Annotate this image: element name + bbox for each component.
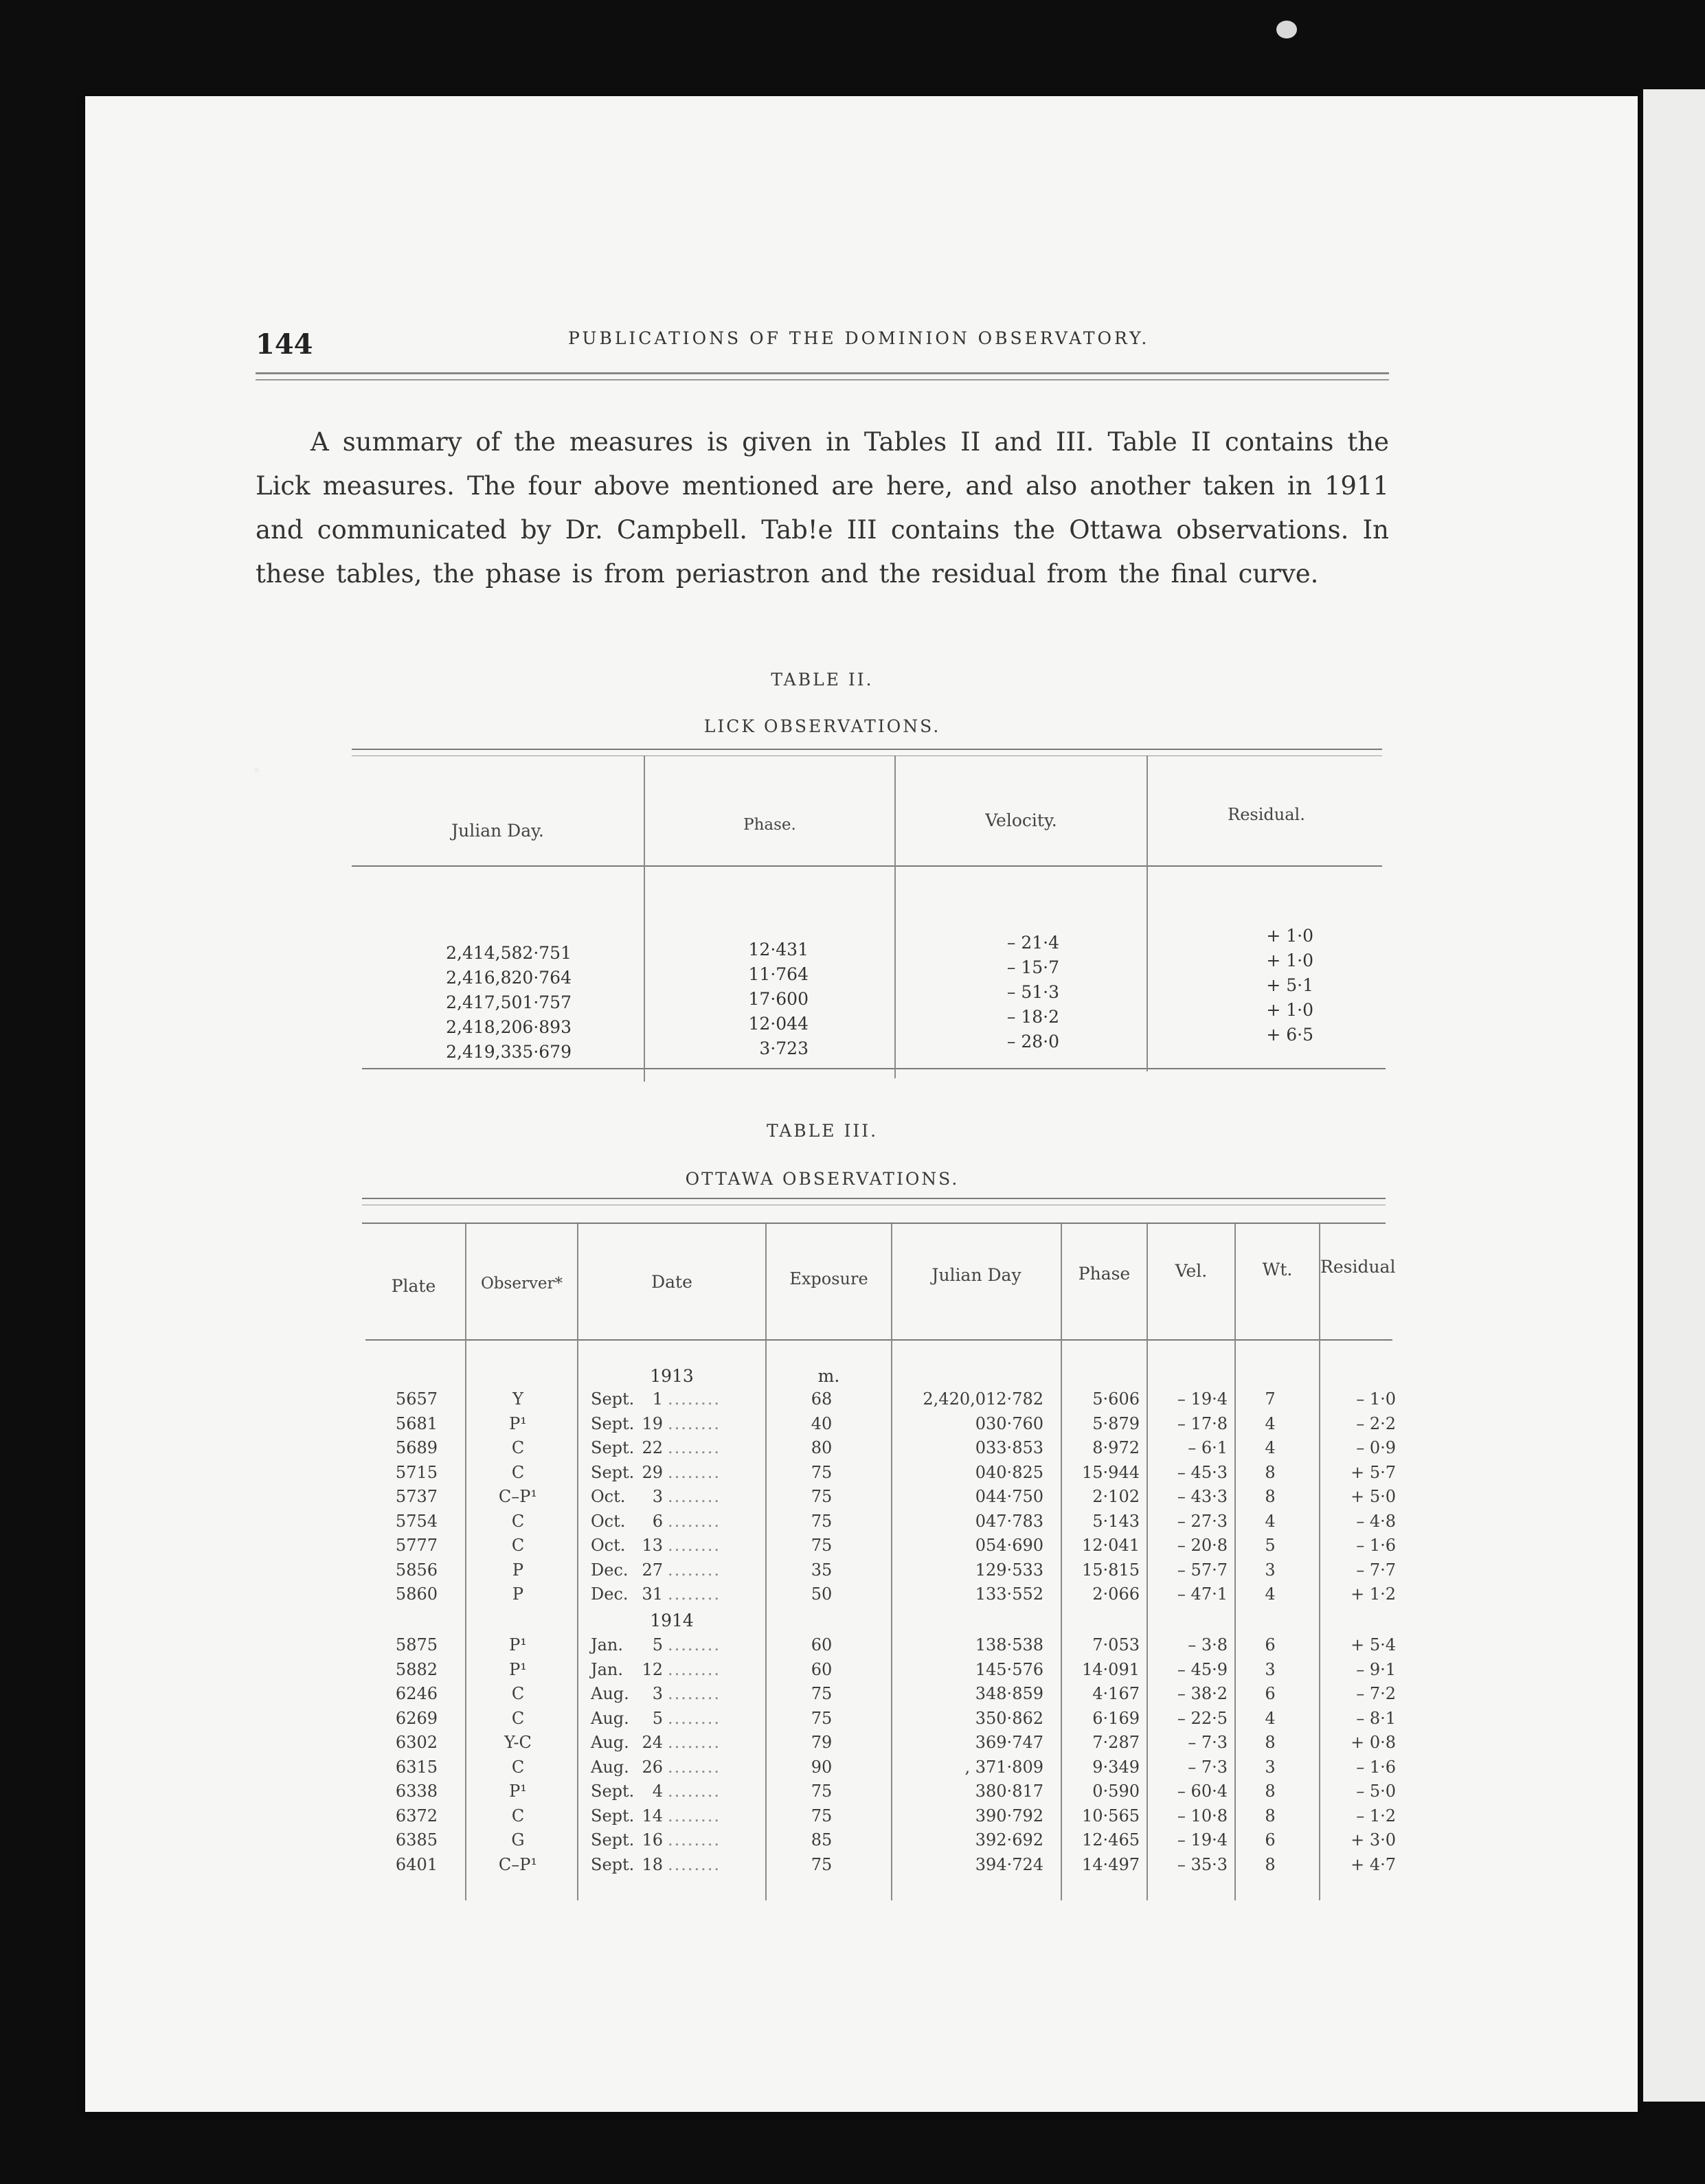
- table2-cell: + 1·0: [1266, 926, 1313, 946]
- table2-header-julian-day: Julian Day.: [451, 821, 544, 841]
- table3-cell: 60: [811, 1635, 833, 1654]
- table3-cell: 6315: [395, 1757, 438, 1777]
- table3-cell: + 1·2: [1351, 1584, 1396, 1604]
- table3-cell: 5·606: [1092, 1389, 1140, 1409]
- table3-cell: 75: [811, 1462, 833, 1482]
- table3-cell: Sept.: [591, 1438, 635, 1457]
- leader-dots: ........: [668, 1659, 721, 1679]
- adjacent-page-edge: [1643, 89, 1705, 2102]
- table3-cell: Dec.: [591, 1584, 629, 1604]
- table3-cell: 12: [642, 1659, 663, 1679]
- table3-cell: 90: [811, 1757, 833, 1777]
- table3-cell: – 4·8: [1356, 1511, 1396, 1531]
- table2-cell: 2,418,206·893: [446, 1017, 572, 1037]
- table3-cell: G: [511, 1830, 525, 1850]
- table2-rule: [362, 1068, 1386, 1069]
- body-paragraph: A summary of the measures is given in Tables II and III. Table II contains the Lick measures. The four above mentioned are here, and also another taken in 1911 and communicated by Dr. Campbell. Tab!e III contains the Ottawa observations. In these tables, the phase is from periastron and the residual from the final curve.: [256, 427, 1389, 589]
- table3-cell: 5: [652, 1635, 663, 1654]
- table3-cell: Aug.: [591, 1733, 629, 1752]
- table3-header-julian-day: Julian Day: [931, 1265, 1021, 1285]
- table3-cell: 030·760: [975, 1413, 1043, 1433]
- table3-header-wt: Wt.: [1262, 1260, 1293, 1279]
- table3-header-plate: Plate: [391, 1276, 436, 1296]
- table3-cell: 348·859: [975, 1684, 1043, 1703]
- table3-cell: 3: [1265, 1659, 1276, 1679]
- table3-cell: – 8·1: [1356, 1708, 1396, 1728]
- table3-header-phase: Phase: [1078, 1264, 1131, 1284]
- table3-exposure-unit: m.: [817, 1366, 840, 1386]
- table3-cell: 394·724: [975, 1854, 1043, 1874]
- leader-dots: ........: [668, 1635, 721, 1654]
- table3-cell: 054·690: [975, 1536, 1043, 1555]
- table3-cell: – 38·2: [1177, 1684, 1228, 1703]
- table3-cell: + 5·7: [1351, 1462, 1396, 1482]
- table3-rule: [362, 1198, 1386, 1199]
- table3-cell: Sept.: [591, 1413, 635, 1433]
- leader-dots: ........: [668, 1536, 721, 1555]
- table2-cell: + 1·0: [1266, 1000, 1313, 1020]
- table3-cell: 3: [1265, 1560, 1276, 1580]
- table3-cell: – 1·6: [1356, 1536, 1396, 1555]
- table3-cell: C: [511, 1462, 525, 1482]
- table3-cell: 8: [1265, 1733, 1276, 1752]
- table2-header-phase: Phase.: [743, 816, 796, 834]
- table3-cell: 138·538: [975, 1635, 1043, 1654]
- table3-cell: Sept.: [591, 1830, 635, 1850]
- table2-cell: 12·431: [748, 940, 809, 959]
- table3-cell: + 5·0: [1351, 1487, 1396, 1506]
- table3-cell: Dec.: [591, 1560, 629, 1580]
- table3-cell: 9·349: [1092, 1757, 1140, 1777]
- table3-cell: 392·692: [975, 1830, 1043, 1850]
- table3-cell: 50: [811, 1584, 833, 1604]
- table3-cell: – 2·2: [1356, 1413, 1396, 1433]
- table2-cell: + 1·0: [1266, 951, 1313, 970]
- table3-cell: Sept.: [591, 1854, 635, 1874]
- table3-cell: P¹: [509, 1782, 527, 1801]
- table2-cell: 12·044: [748, 1014, 809, 1034]
- table3-cell: 15·815: [1082, 1560, 1140, 1580]
- leader-dots: ........: [668, 1757, 721, 1777]
- table3-cell: 8: [1265, 1806, 1276, 1825]
- table3-cell: 4: [1265, 1584, 1276, 1604]
- table3-cell: , 371·809: [964, 1757, 1043, 1777]
- table3-cell: 6401: [395, 1854, 438, 1874]
- table2-subcaption: LICK OBSERVATIONS.: [703, 716, 941, 736]
- table2-cell: – 18·2: [1006, 1007, 1059, 1027]
- table3-cell: – 35·3: [1177, 1854, 1228, 1874]
- leader-dots: ........: [668, 1487, 721, 1506]
- table3-cell: 35: [811, 1560, 833, 1580]
- running-head: [256, 323, 1389, 364]
- table3-cell: 047·783: [975, 1511, 1043, 1531]
- table3-cell: 79: [811, 1733, 833, 1752]
- leader-dots: ........: [668, 1830, 721, 1850]
- table3-cell: 5882: [395, 1659, 438, 1679]
- table3-cell: – 6·1: [1188, 1438, 1228, 1457]
- table3-cell: 3: [652, 1684, 663, 1703]
- table2-cell: 2,419,335·679: [446, 1042, 572, 1062]
- table3-cell: 22: [642, 1438, 663, 1457]
- leader-dots: ........: [668, 1733, 721, 1752]
- table3-cell: 133·552: [975, 1584, 1043, 1604]
- table2-cell: 2,414,582·751: [446, 943, 572, 963]
- table3-cell: 380·817: [975, 1782, 1043, 1801]
- table3-cell: Oct.: [591, 1511, 626, 1531]
- table2-rule: [352, 865, 1382, 867]
- table3-cell: – 7·2: [1356, 1684, 1396, 1703]
- table2-cell: + 6·5: [1266, 1025, 1313, 1045]
- leader-dots: ........: [668, 1511, 721, 1531]
- table3-cell: – 57·7: [1177, 1560, 1228, 1580]
- table3-cell: P: [512, 1560, 524, 1580]
- table2-rule: [352, 755, 1382, 756]
- table3-cell: 5·879: [1092, 1413, 1140, 1433]
- table3-cell: – 1·2: [1356, 1806, 1396, 1825]
- table3-divider: [577, 1224, 578, 1900]
- table3-cell: 24: [642, 1733, 663, 1752]
- table3-cell: C–P¹: [498, 1487, 538, 1506]
- table2-cell: – 21·4: [1006, 933, 1059, 953]
- table3-cell: – 1·6: [1356, 1757, 1396, 1777]
- table3-caption: TABLE III.: [766, 1121, 879, 1141]
- table3-cell: 5657: [395, 1389, 438, 1409]
- table3-cell: – 7·3: [1188, 1757, 1228, 1777]
- table2-header-velocity: Velocity.: [985, 810, 1057, 830]
- table3-cell: C: [511, 1806, 525, 1825]
- table3-header-observer: Observer*: [480, 1275, 563, 1293]
- leader-dots: ........: [668, 1560, 721, 1580]
- table3-cell: P: [512, 1584, 524, 1604]
- table3-cell: 85: [811, 1830, 833, 1850]
- table3-cell: 6302: [395, 1733, 438, 1752]
- table3-cell: 40: [811, 1413, 833, 1433]
- table3-cell: – 47·1: [1177, 1584, 1228, 1604]
- table3-cell: P¹: [509, 1635, 527, 1654]
- table3-cell: 8: [1265, 1782, 1276, 1801]
- table3-cell: Sept.: [591, 1389, 635, 1409]
- table3-cell: C: [511, 1536, 525, 1555]
- table3-cell: 390·792: [975, 1806, 1043, 1825]
- leader-dots: ........: [668, 1413, 721, 1433]
- table3-cell: 4: [1265, 1511, 1276, 1531]
- table3-cell: 8·972: [1092, 1438, 1140, 1457]
- table3-cell: 26: [642, 1757, 663, 1777]
- table3-cell: 3: [1265, 1757, 1276, 1777]
- table3-cell: Jan.: [591, 1635, 624, 1654]
- table3-cell: 16: [642, 1830, 663, 1850]
- scan-speck: [1276, 21, 1297, 38]
- table2-header-residual: Residual.: [1228, 805, 1305, 824]
- table3-cell: – 7·7: [1356, 1560, 1396, 1580]
- table3-cell: – 27·3: [1177, 1511, 1228, 1531]
- table3-cell: 8: [1265, 1854, 1276, 1874]
- table2-col-julian-day: [393, 941, 572, 1065]
- table3-cell: 369·747: [975, 1733, 1043, 1752]
- table3-cell: Jan.: [591, 1659, 624, 1679]
- table3-cell: 12·465: [1082, 1830, 1140, 1850]
- table3-cell: 5: [652, 1708, 663, 1728]
- table3-cell: – 17·8: [1177, 1413, 1228, 1433]
- table3-cell: 8: [1265, 1462, 1276, 1482]
- table3-cell: – 9·1: [1356, 1659, 1396, 1679]
- table3-cell: 6: [1265, 1684, 1276, 1703]
- table3-cell: 6338: [395, 1782, 438, 1801]
- table3-cell: 4: [1265, 1708, 1276, 1728]
- table3-year-1913: 1913: [650, 1366, 694, 1386]
- table3-cell: 350·862: [975, 1708, 1043, 1728]
- leader-dots: ........: [668, 1782, 721, 1801]
- table3-cell: 3: [652, 1487, 663, 1506]
- table2-divider: [1147, 755, 1148, 1071]
- table3-cell: 14·497: [1082, 1854, 1140, 1874]
- table3-cell: 6: [1265, 1830, 1276, 1850]
- table3-cell: 5689: [395, 1438, 438, 1457]
- table3-cell: 7: [1265, 1389, 1276, 1409]
- table3-cell: 4: [652, 1782, 663, 1801]
- table3-cell: C: [511, 1757, 525, 1777]
- table3-cell: 2·102: [1092, 1487, 1140, 1506]
- table3-cell: Aug.: [591, 1708, 629, 1728]
- table3-cell: Y: [512, 1389, 523, 1409]
- table3-cell: 14·091: [1082, 1659, 1140, 1679]
- table3-cell: – 20·8: [1177, 1536, 1228, 1555]
- table3-cell: 5: [1265, 1536, 1276, 1555]
- table3-cell: 6: [652, 1511, 663, 1531]
- table3-cell: 6·169: [1092, 1708, 1140, 1728]
- table2-caption: TABLE II.: [771, 670, 874, 690]
- table3-cell: 4·167: [1092, 1684, 1140, 1703]
- table3-cell: 8: [1265, 1487, 1276, 1506]
- table3-cell: 75: [811, 1511, 833, 1531]
- table3-cell: 80: [811, 1438, 833, 1457]
- table2-cell: – 15·7: [1006, 957, 1059, 977]
- table3-cell: Aug.: [591, 1684, 629, 1703]
- table3-cell: C–P¹: [498, 1854, 538, 1874]
- table2-cell: 3·723: [759, 1038, 809, 1058]
- table3-cell: 5715: [395, 1462, 438, 1482]
- table3-cell: 60: [811, 1659, 833, 1679]
- table3-cell: 15·944: [1082, 1462, 1140, 1482]
- table2-col-phase: [695, 937, 809, 1061]
- running-title: PUBLICATIONS OF THE DOMINION OBSERVATORY.: [568, 328, 1150, 348]
- table3-cell: – 19·4: [1177, 1389, 1228, 1409]
- page-number: 144: [256, 328, 313, 361]
- table3-cell: 75: [811, 1854, 833, 1874]
- table3-cell: 75: [811, 1536, 833, 1555]
- table3-cell: P¹: [509, 1659, 527, 1679]
- leader-dots: ........: [668, 1854, 721, 1874]
- table3-cell: 5856: [395, 1560, 438, 1580]
- table3-cell: – 0·9: [1356, 1438, 1396, 1457]
- leader-dots: ........: [668, 1708, 721, 1728]
- table3-cell: 75: [811, 1487, 833, 1506]
- table3-cell: 10·565: [1082, 1806, 1140, 1825]
- table3-cell: 145·576: [975, 1659, 1043, 1679]
- table3-cell: 27: [642, 1560, 663, 1580]
- table3-cell: 13: [642, 1536, 663, 1555]
- header-rule: [256, 372, 1389, 374]
- leader-dots: ........: [668, 1462, 721, 1482]
- table3-rule: [365, 1339, 1392, 1341]
- table3-cell: 5860: [395, 1584, 438, 1604]
- header-rule: [256, 379, 1389, 380]
- table3-cell: C: [511, 1708, 525, 1728]
- table3-cell: 033·853: [975, 1438, 1043, 1457]
- table3-cell: Sept.: [591, 1806, 635, 1825]
- table3-cell: – 60·4: [1177, 1782, 1228, 1801]
- table3-cell: 0·590: [1092, 1782, 1140, 1801]
- table3-cell: – 5·0: [1356, 1782, 1396, 1801]
- table3-cell: 68: [811, 1389, 833, 1409]
- table3-cell: 75: [811, 1782, 833, 1801]
- table3-cell: 5875: [395, 1635, 438, 1654]
- table3-cell: 14: [642, 1806, 663, 1825]
- scan-speck: [254, 768, 259, 773]
- leader-dots: ........: [668, 1389, 721, 1409]
- table3-cell: Oct.: [591, 1487, 626, 1506]
- table2-cell: + 5·1: [1266, 975, 1313, 995]
- table3-cell: – 22·5: [1177, 1708, 1228, 1728]
- table3-cell: 6246: [395, 1684, 438, 1703]
- table3-cell: – 45·9: [1177, 1659, 1228, 1679]
- table3-cell: 2,420,012·782: [923, 1389, 1043, 1409]
- table3-cell: Aug.: [591, 1757, 629, 1777]
- table3-year-1914: 1914: [650, 1611, 694, 1630]
- table3-cell: 6385: [395, 1830, 438, 1850]
- table3-cell: P¹: [509, 1413, 527, 1433]
- table3-cell: 044·750: [975, 1487, 1043, 1506]
- table2-divider: [894, 755, 896, 1078]
- table3-cell: 5·143: [1092, 1511, 1140, 1531]
- table3-cell: Sept.: [591, 1462, 635, 1482]
- table2-cell: 11·764: [748, 964, 809, 984]
- table3-cell: 1: [652, 1389, 663, 1409]
- leader-dots: ........: [668, 1438, 721, 1457]
- table3-cell: 7·287: [1092, 1733, 1140, 1752]
- table3-cell: 129·533: [975, 1560, 1043, 1580]
- table3-cell: 6: [1265, 1635, 1276, 1654]
- table3-cell: 12·041: [1082, 1536, 1140, 1555]
- table3-cell: 75: [811, 1684, 833, 1703]
- table3-cell: 5681: [395, 1413, 438, 1433]
- table3-cell: 4: [1265, 1438, 1276, 1457]
- table3-cell: – 43·3: [1177, 1487, 1228, 1506]
- table3-cell: – 45·3: [1177, 1462, 1228, 1482]
- table3-cell: Oct.: [591, 1536, 626, 1555]
- table3-cell: – 10·8: [1177, 1806, 1228, 1825]
- table3-header-exposure: Exposure: [789, 1269, 868, 1288]
- table3-cell: C: [511, 1438, 525, 1457]
- table3-cell: – 7·3: [1188, 1733, 1228, 1752]
- leader-dots: ........: [668, 1684, 721, 1703]
- table3-cell: + 4·7: [1351, 1854, 1396, 1874]
- table3-cell: 29: [642, 1462, 663, 1482]
- table3-cell: 4: [1265, 1413, 1276, 1433]
- table2-cell: 2,416,820·764: [446, 968, 572, 988]
- table3-header-residual: Residual: [1320, 1257, 1396, 1277]
- table3-cell: 75: [811, 1806, 833, 1825]
- table2-col-residual: [1210, 924, 1313, 1047]
- leader-dots: ........: [668, 1806, 721, 1825]
- table3-cell: – 3·8: [1188, 1635, 1228, 1654]
- table3-cell: 2·066: [1092, 1584, 1140, 1604]
- table3-cell: 5777: [395, 1536, 438, 1555]
- table3-cell: – 19·4: [1177, 1830, 1228, 1850]
- table2-col-velocity: [956, 931, 1059, 1054]
- table3-rule: [362, 1222, 1386, 1224]
- table2-rule: [352, 749, 1382, 750]
- table2-cell: – 28·0: [1006, 1032, 1059, 1051]
- table3-cell: 040·825: [975, 1462, 1043, 1482]
- leader-dots: ........: [668, 1584, 721, 1604]
- table2-cell: – 51·3: [1006, 982, 1059, 1002]
- table2-divider: [644, 755, 645, 1082]
- table3-cell: 75: [811, 1708, 833, 1728]
- table3-cell: + 3·0: [1351, 1830, 1396, 1850]
- table3-header-date: Date: [651, 1272, 692, 1292]
- table3-cell: 31: [642, 1584, 663, 1604]
- table3-header-vel: Vel.: [1175, 1261, 1208, 1281]
- table3-cell: C: [511, 1511, 525, 1531]
- table3-cell: + 0·8: [1351, 1733, 1396, 1752]
- table3-subcaption: OTTAWA OBSERVATIONS.: [685, 1169, 960, 1189]
- table3-cell: 18: [642, 1854, 663, 1874]
- table3-cell: Sept.: [591, 1782, 635, 1801]
- table3-cell: 5737: [395, 1487, 438, 1506]
- table3-cell: 6269: [395, 1708, 438, 1728]
- table3-cell: – 1·0: [1356, 1389, 1396, 1409]
- table3-cell: 5754: [395, 1511, 438, 1531]
- table2-cell: 2,417,501·757: [446, 992, 572, 1012]
- table3-cell: C: [511, 1684, 525, 1703]
- table3-cell: 6372: [395, 1806, 438, 1825]
- table3-cell: Y-C: [504, 1733, 532, 1752]
- table2-cell: 17·600: [748, 989, 809, 1009]
- table3-cell: 19: [642, 1413, 663, 1433]
- table3-cell: 7·053: [1092, 1635, 1140, 1654]
- table3-cell: + 5·4: [1351, 1635, 1396, 1654]
